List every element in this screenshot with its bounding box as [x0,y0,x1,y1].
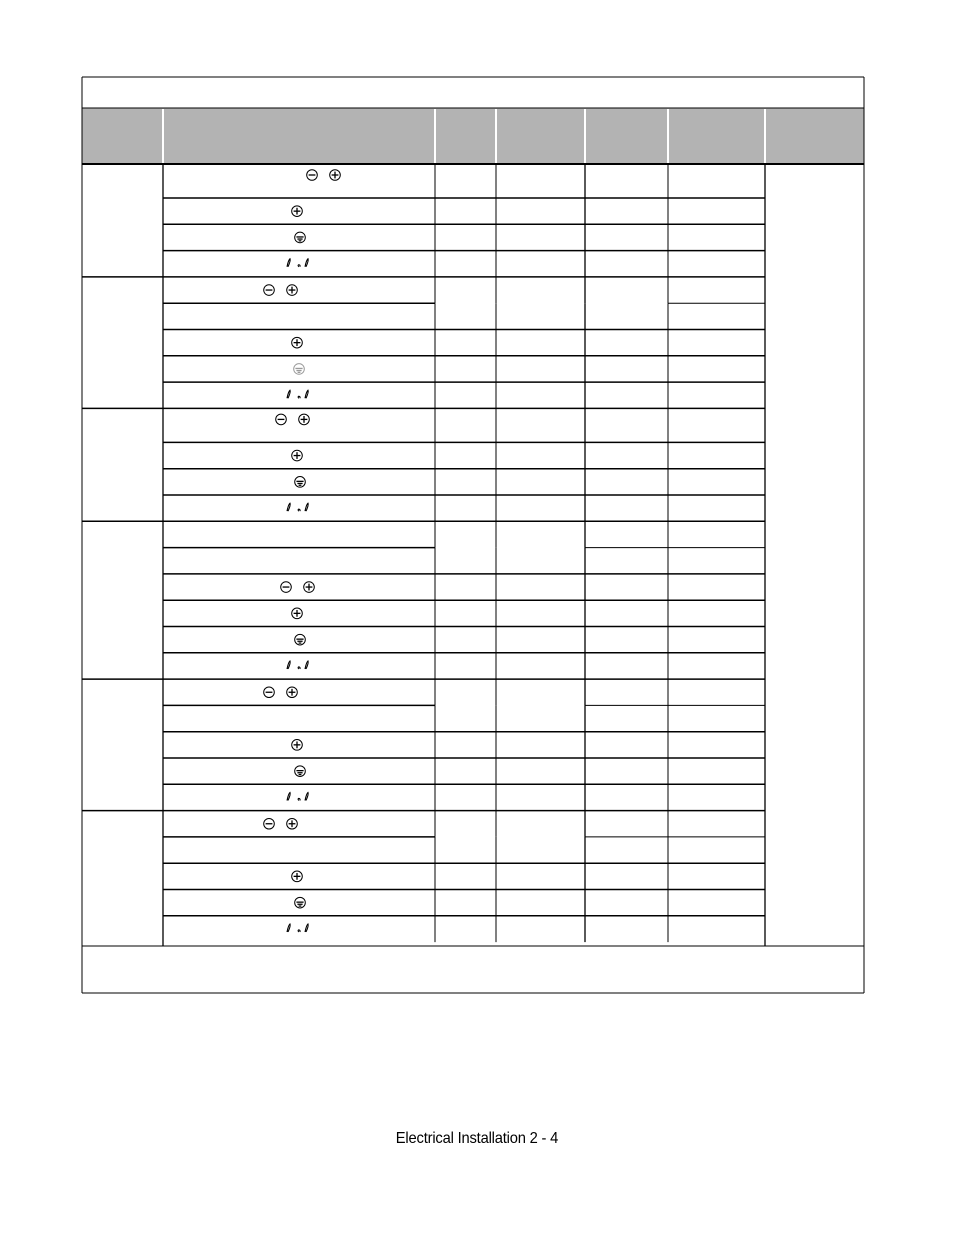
shield-script-icon [287,503,308,511]
plus-circle-icon [304,582,315,593]
header-column-gap [434,109,436,163]
plus-circle-icon [292,206,303,217]
header-column-gap [667,109,669,163]
minus-circle-icon [276,414,287,425]
minus-circle-icon [264,285,275,296]
page-footer: Electrical Installation 2 - 4 [395,1130,559,1147]
ground-circle-icon [294,364,305,375]
ground-circle-icon [295,766,306,777]
table-grid-lines [82,77,864,993]
header-column-gap [495,109,497,163]
plus-circle-icon [292,871,303,882]
shield-script-icon [287,259,308,267]
minus-circle-icon [281,582,292,593]
ground-circle-icon [295,897,306,908]
ground-circle-icon [295,634,306,645]
header-column-gap [162,109,164,163]
shield-script-icon [287,924,308,932]
plus-circle-icon [292,337,303,348]
plus-circle-icon [287,687,298,698]
shield-script-icon [287,792,308,800]
terminal-symbols [264,170,341,932]
minus-circle-icon [264,818,275,829]
plus-circle-icon [287,818,298,829]
shield-script-icon [287,390,308,398]
ground-circle-icon [295,477,306,488]
ground-circle-icon [295,232,306,243]
plus-circle-icon [292,608,303,619]
plus-circle-icon [292,450,303,461]
shield-script-icon [287,661,308,669]
minus-circle-icon [307,170,318,181]
plus-circle-icon [287,285,298,296]
header-column-gap [584,109,586,163]
plus-circle-icon [292,740,303,751]
plus-circle-icon [330,170,341,181]
minus-circle-icon [264,687,275,698]
plus-circle-icon [299,414,310,425]
header-column-gap [764,109,766,163]
table-header-band [82,108,864,164]
